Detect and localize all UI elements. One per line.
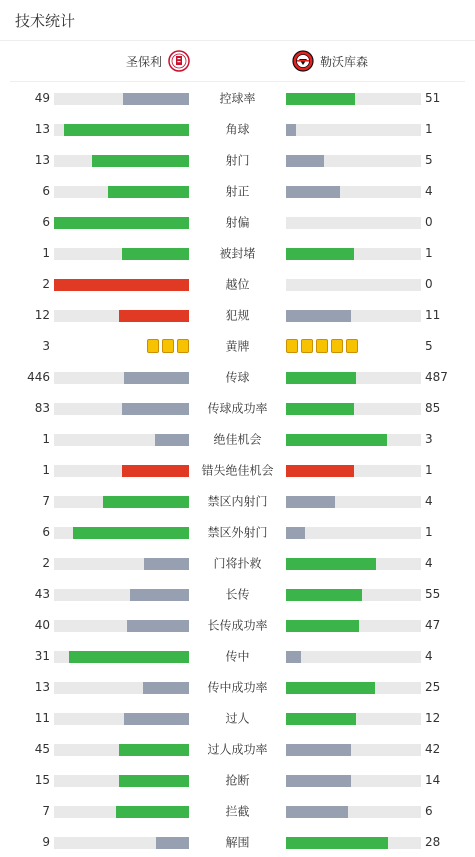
home-team-name: 圣保利 xyxy=(126,54,163,69)
away-stat-bar xyxy=(286,558,421,570)
stat-row xyxy=(0,206,475,237)
home-stat-bar xyxy=(54,310,189,322)
stat-label: 门将扑救 xyxy=(213,556,262,570)
stat-row xyxy=(0,392,475,423)
home-stat-value: 31 xyxy=(34,648,50,663)
away-stat-bar-fill xyxy=(286,558,376,570)
away-stat-bar-fill xyxy=(286,589,362,601)
home-stat-bar xyxy=(54,806,189,818)
away-stat-value: 1 xyxy=(425,245,433,260)
home-stat-bar xyxy=(54,186,189,198)
yellow-card-icon xyxy=(177,339,189,353)
home-stat-value: 43 xyxy=(34,586,50,601)
home-stat-bar-fill xyxy=(116,806,189,818)
stat-label: 长传成功率 xyxy=(207,618,268,632)
stat-label: 被封堵 xyxy=(219,246,256,260)
away-stat-bar-fill xyxy=(286,124,296,136)
stat-row xyxy=(0,764,475,795)
stat-label: 过人成功率 xyxy=(207,742,268,756)
home-stat-bar xyxy=(54,837,189,849)
stat-row xyxy=(0,423,475,454)
home-stat-bar-fill xyxy=(119,744,189,756)
stat-row xyxy=(0,237,475,268)
stat-row xyxy=(0,547,475,578)
away-stat-value: 1 xyxy=(425,462,433,477)
home-stat-value: 45 xyxy=(34,741,50,756)
away-stat-bar-fill xyxy=(286,744,351,756)
away-stat-value: 42 xyxy=(425,741,441,756)
home-stat-value: 12 xyxy=(34,307,50,322)
stat-label: 犯规 xyxy=(225,308,250,322)
away-stat-bar xyxy=(286,744,421,756)
stat-row xyxy=(0,175,475,206)
yellow-card-icon xyxy=(331,339,343,353)
away-stat-bar xyxy=(286,806,421,818)
home-stat-bar-fill xyxy=(122,465,190,477)
home-stat-bar-fill xyxy=(69,651,189,663)
stat-label: 错失绝佳机会 xyxy=(201,463,274,477)
home-stat-bar-fill xyxy=(54,217,189,229)
away-stat-bar xyxy=(286,620,421,632)
away-team[interactable] xyxy=(292,41,368,81)
home-stat-bar xyxy=(54,651,189,663)
away-stat-bar-fill xyxy=(286,496,335,508)
away-stat-value: 0 xyxy=(425,214,433,229)
stat-row xyxy=(0,578,475,609)
home-stat-bar xyxy=(54,248,189,260)
home-stat-value: 3 xyxy=(42,338,50,353)
away-stat-bar xyxy=(286,713,421,725)
home-stat-bar xyxy=(54,527,189,539)
home-team[interactable] xyxy=(126,41,190,81)
yellow-card-icon xyxy=(301,339,313,353)
home-stat-bar xyxy=(54,372,189,384)
home-stat-bar-fill xyxy=(144,558,189,570)
home-stat-bar xyxy=(54,465,189,477)
away-stat-value: 487 xyxy=(425,369,448,384)
away-stat-bar-fill xyxy=(286,403,354,415)
away-stat-bar xyxy=(286,279,421,291)
home-stat-bar-fill xyxy=(123,93,189,105)
away-team-name: 勒沃库森 xyxy=(320,54,369,69)
away-stat-bar-fill xyxy=(286,713,356,725)
away-stat-bar xyxy=(286,217,421,229)
home-stat-bar-fill xyxy=(122,248,190,260)
away-stat-value: 14 xyxy=(425,772,441,787)
yellow-card-icon xyxy=(162,339,174,353)
teams-row xyxy=(10,41,465,82)
away-stat-bar xyxy=(286,775,421,787)
away-stat-bar xyxy=(286,496,421,508)
away-stat-bar-fill xyxy=(286,155,324,167)
away-stat-value: 4 xyxy=(425,493,433,508)
away-stat-bar xyxy=(286,589,421,601)
away-stat-bar xyxy=(286,372,421,384)
stat-row xyxy=(0,113,475,144)
stat-row xyxy=(0,609,475,640)
yellow-card-icon xyxy=(346,339,358,353)
stat-row xyxy=(0,516,475,547)
stat-label: 长传 xyxy=(225,587,250,601)
home-stat-value: 6 xyxy=(42,214,50,229)
away-stat-bar-fill xyxy=(286,682,375,694)
home-stat-value: 9 xyxy=(42,834,50,849)
section-header xyxy=(0,0,475,41)
away-stat-bar-fill xyxy=(286,806,348,818)
away-stat-bar-fill xyxy=(286,837,388,849)
home-stat-value: 49 xyxy=(34,90,50,105)
stat-label: 过人 xyxy=(225,711,250,725)
home-stat-bar xyxy=(54,744,189,756)
stat-label: 射门 xyxy=(225,153,250,167)
home-stat-value: 15 xyxy=(34,772,50,787)
stat-row xyxy=(0,299,475,330)
away-stat-bar-fill xyxy=(286,620,359,632)
home-team-crest-icon xyxy=(168,50,190,72)
away-stat-bar-fill xyxy=(286,186,340,198)
stat-row xyxy=(0,82,475,113)
stat-label: 禁区外射门 xyxy=(207,525,268,539)
away-stat-bar xyxy=(286,465,421,477)
home-stat-value: 6 xyxy=(42,524,50,539)
away-stat-bar-fill xyxy=(286,775,351,787)
section-title: 技术统计 xyxy=(15,11,76,30)
away-stat-value: 12 xyxy=(425,710,441,725)
stat-row xyxy=(0,454,475,485)
home-stat-bar-fill xyxy=(103,496,189,508)
stat-label: 黄牌 xyxy=(225,339,250,353)
stat-row xyxy=(0,144,475,175)
home-stat-value: 13 xyxy=(34,679,50,694)
home-stat-bar xyxy=(54,496,189,508)
stat-row xyxy=(0,640,475,671)
stat-row xyxy=(0,485,475,516)
away-stat-value: 3 xyxy=(425,431,433,446)
home-stat-bar xyxy=(54,155,189,167)
stat-row xyxy=(0,733,475,764)
home-stat-bar-fill xyxy=(73,527,189,539)
away-stat-bar xyxy=(286,403,421,415)
stat-label: 角球 xyxy=(225,122,250,136)
away-yellow-cards xyxy=(286,339,358,353)
away-stat-value: 0 xyxy=(425,276,433,291)
stat-label: 抢断 xyxy=(225,773,250,787)
away-stat-bar-fill xyxy=(286,248,354,260)
stat-row xyxy=(0,826,475,857)
home-stat-bar-fill xyxy=(92,155,189,167)
home-stat-bar-fill xyxy=(64,124,189,136)
away-stat-bar xyxy=(286,155,421,167)
away-stat-value: 4 xyxy=(425,183,433,198)
away-stat-value: 11 xyxy=(425,307,441,322)
home-stat-bar-fill xyxy=(122,403,189,415)
home-stat-bar xyxy=(54,558,189,570)
stat-row xyxy=(0,671,475,702)
home-stat-bar-fill xyxy=(119,310,189,322)
home-stat-value: 7 xyxy=(42,803,50,818)
away-stat-bar-fill xyxy=(286,527,305,539)
home-stat-bar xyxy=(54,682,189,694)
away-stat-value: 85 xyxy=(425,400,441,415)
away-stat-value: 4 xyxy=(425,555,433,570)
home-stat-value: 13 xyxy=(34,152,50,167)
away-stat-value: 4 xyxy=(425,648,433,663)
home-stat-bar xyxy=(54,775,189,787)
away-stat-bar xyxy=(286,651,421,663)
away-stat-bar-fill xyxy=(286,310,351,322)
home-stat-value: 446 xyxy=(27,369,50,384)
stat-label: 解围 xyxy=(225,835,250,849)
away-stat-bar-fill xyxy=(286,651,301,663)
home-stat-bar-fill xyxy=(119,775,189,787)
stat-label: 控球率 xyxy=(219,91,256,105)
stat-label: 禁区内射门 xyxy=(207,494,268,508)
stats-list xyxy=(0,82,475,857)
home-stat-value: 7 xyxy=(42,493,50,508)
home-stat-bar-fill xyxy=(127,620,189,632)
away-stat-value: 51 xyxy=(425,90,441,105)
stat-row xyxy=(0,361,475,392)
away-team-crest-icon xyxy=(292,50,314,72)
home-stat-bar xyxy=(54,434,189,446)
home-stat-value: 40 xyxy=(34,617,50,632)
home-stat-bar xyxy=(54,279,189,291)
stat-label: 传球成功率 xyxy=(207,401,268,415)
stat-label: 射正 xyxy=(225,184,250,198)
home-stat-bar-fill xyxy=(155,434,189,446)
away-stat-bar-fill xyxy=(286,93,355,105)
away-stat-value: 1 xyxy=(425,524,433,539)
home-stat-value: 2 xyxy=(42,555,50,570)
home-stat-value: 13 xyxy=(34,121,50,136)
away-stat-bar-fill xyxy=(286,434,387,446)
away-stat-bar xyxy=(286,682,421,694)
away-stat-value: 1 xyxy=(425,121,433,136)
yellow-card-icon xyxy=(316,339,328,353)
yellow-card-icon xyxy=(286,339,298,353)
stat-label: 越位 xyxy=(225,277,250,291)
home-stat-bar xyxy=(54,713,189,725)
away-stat-value: 5 xyxy=(425,152,433,167)
stat-row xyxy=(0,795,475,826)
stat-label: 射偏 xyxy=(225,215,250,229)
away-stat-bar xyxy=(286,124,421,136)
stat-row xyxy=(0,268,475,299)
home-stat-value: 1 xyxy=(42,431,50,446)
home-stat-value: 6 xyxy=(42,183,50,198)
away-stat-bar xyxy=(286,527,421,539)
stat-label: 绝佳机会 xyxy=(213,432,262,446)
away-stat-bar xyxy=(286,186,421,198)
home-stat-value: 2 xyxy=(42,276,50,291)
home-stat-value: 1 xyxy=(42,462,50,477)
away-stat-bar xyxy=(286,310,421,322)
home-stat-value: 83 xyxy=(34,400,50,415)
stat-row xyxy=(0,702,475,733)
home-stat-bar-fill xyxy=(130,589,189,601)
yellow-card-icon xyxy=(147,339,159,353)
away-stat-value: 28 xyxy=(425,834,441,849)
stat-label: 传中 xyxy=(225,649,250,663)
home-stat-bar xyxy=(54,589,189,601)
home-stat-value: 1 xyxy=(42,245,50,260)
away-stat-value: 55 xyxy=(425,586,441,601)
home-stat-value: 11 xyxy=(34,710,50,725)
away-stat-bar-fill xyxy=(286,372,356,384)
stat-label: 传球 xyxy=(225,370,250,384)
home-stat-bar xyxy=(54,217,189,229)
away-stat-bar xyxy=(286,837,421,849)
home-stat-bar-fill xyxy=(108,186,189,198)
away-stat-value: 47 xyxy=(425,617,441,632)
home-stat-bar-fill xyxy=(124,713,189,725)
home-yellow-cards xyxy=(147,339,189,353)
home-stat-bar-fill xyxy=(143,682,189,694)
away-stat-bar xyxy=(286,248,421,260)
away-stat-value: 6 xyxy=(425,803,433,818)
home-stat-bar xyxy=(54,124,189,136)
home-stat-bar xyxy=(54,93,189,105)
stat-label: 传中成功率 xyxy=(207,680,268,694)
stat-row xyxy=(0,330,475,361)
stat-label: 拦截 xyxy=(225,804,250,818)
home-stat-bar xyxy=(54,620,189,632)
away-stat-value: 25 xyxy=(425,679,441,694)
away-stat-bar xyxy=(286,93,421,105)
home-stat-bar xyxy=(54,403,189,415)
away-stat-bar-fill xyxy=(286,465,354,477)
home-stat-bar-fill xyxy=(156,837,189,849)
home-stat-bar-fill xyxy=(54,279,189,291)
away-stat-value: 5 xyxy=(425,338,433,353)
home-stat-bar-fill xyxy=(124,372,189,384)
away-stat-bar xyxy=(286,434,421,446)
